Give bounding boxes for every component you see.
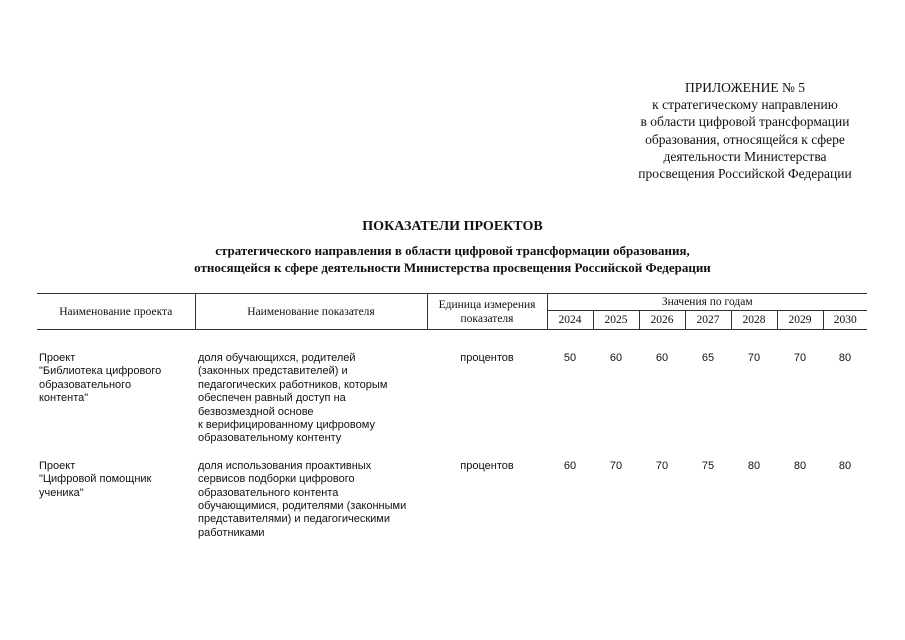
indicator-line: к верифицированному цифровому bbox=[198, 419, 375, 432]
project-name-line: "Цифровой помощник bbox=[39, 473, 152, 486]
project-name-cell bbox=[37, 460, 195, 540]
indicator-line: безвозмездной основе bbox=[198, 405, 314, 418]
header-project: Наименование проекта bbox=[37, 294, 195, 330]
indicator-line: представителями) и педагогическими bbox=[198, 513, 390, 526]
indicators-table bbox=[37, 293, 867, 540]
value-cell: 75 bbox=[701, 459, 715, 472]
header-year: 2026 bbox=[639, 311, 685, 330]
subtitle-line: относящейся к сфере деятельности Министерства просвещения Российской Федерации bbox=[194, 260, 711, 275]
project-name-line: Проект bbox=[39, 459, 76, 472]
header-year: 2025 bbox=[593, 311, 639, 330]
header-year: 2029 bbox=[777, 311, 823, 330]
unit-cell: процентов bbox=[460, 352, 514, 364]
project-name-line: образовательного bbox=[39, 378, 132, 391]
project-name-line: Проект bbox=[39, 352, 76, 364]
value-cell: 80 bbox=[838, 459, 852, 472]
table-row bbox=[37, 352, 867, 446]
project-name-line: ученика" bbox=[39, 486, 84, 499]
value-cell: 50 bbox=[563, 352, 577, 364]
document-subtitle bbox=[0, 242, 905, 276]
header-unit: Единица измерения показателя bbox=[427, 294, 547, 330]
header-values-by-year: Значения по годам bbox=[547, 294, 867, 311]
indicator-line: педагогических работников, которым bbox=[198, 378, 388, 391]
project-name-line: "Библиотека цифрового bbox=[39, 365, 162, 378]
value-cell: 80 bbox=[793, 459, 807, 472]
value-cell: 60 bbox=[563, 459, 577, 472]
indicator-line: доля использования проактивных bbox=[198, 459, 372, 472]
indicator-name-cell bbox=[195, 352, 427, 446]
subtitle-line: стратегического направления в области цифровой трансформации образования, bbox=[215, 243, 690, 258]
value-cell: 70 bbox=[655, 459, 669, 472]
appendix-line: в области цифровой трансформации bbox=[640, 114, 850, 130]
indicator-line: обеспечен равный доступ на bbox=[198, 392, 346, 405]
indicator-line: работниками bbox=[198, 526, 265, 539]
appendix-line: ПРИЛОЖЕНИЕ № 5 bbox=[684, 80, 806, 95]
value-cell: 70 bbox=[793, 352, 807, 364]
header-year: 2028 bbox=[731, 311, 777, 330]
project-name-line: контента" bbox=[39, 392, 89, 405]
header-year: 2024 bbox=[547, 311, 593, 330]
indicator-line: образовательному контенту bbox=[198, 432, 342, 445]
indicator-line: обучающимися, родителями (законными bbox=[198, 500, 407, 513]
appendix-block bbox=[605, 79, 885, 182]
value-cell: 80 bbox=[838, 352, 852, 364]
indicator-line: образовательного контента bbox=[198, 486, 339, 499]
appendix-line: просвещения Российской Федерации bbox=[638, 166, 852, 182]
appendix-line: деятельности Министерства bbox=[663, 148, 827, 164]
indicator-line: доля обучающихся, родителей bbox=[198, 352, 356, 364]
header-indicator: Наименование показателя bbox=[195, 294, 427, 330]
appendix-line: образования, относящейся к сфере bbox=[645, 131, 845, 147]
document-title: ПОКАЗАТЕЛИ ПРОЕКТОВ bbox=[362, 219, 543, 234]
header-year: 2030 bbox=[823, 311, 867, 330]
value-cell: 70 bbox=[747, 352, 761, 364]
value-cell: 60 bbox=[609, 352, 623, 364]
indicator-line: сервисов подборки цифрового bbox=[198, 473, 355, 486]
unit-cell: процентов bbox=[460, 459, 514, 472]
value-cell: 65 bbox=[701, 352, 715, 364]
indicator-line: (законных представителей) и bbox=[198, 365, 348, 378]
indicator-name-cell bbox=[195, 460, 427, 540]
value-cell: 60 bbox=[655, 352, 669, 364]
header-year: 2027 bbox=[685, 311, 731, 330]
appendix-line: к стратегическому направлению bbox=[652, 97, 838, 113]
value-cell: 80 bbox=[747, 459, 761, 472]
value-cell: 70 bbox=[609, 459, 623, 472]
table-row bbox=[37, 460, 867, 540]
project-name-cell bbox=[37, 352, 195, 446]
